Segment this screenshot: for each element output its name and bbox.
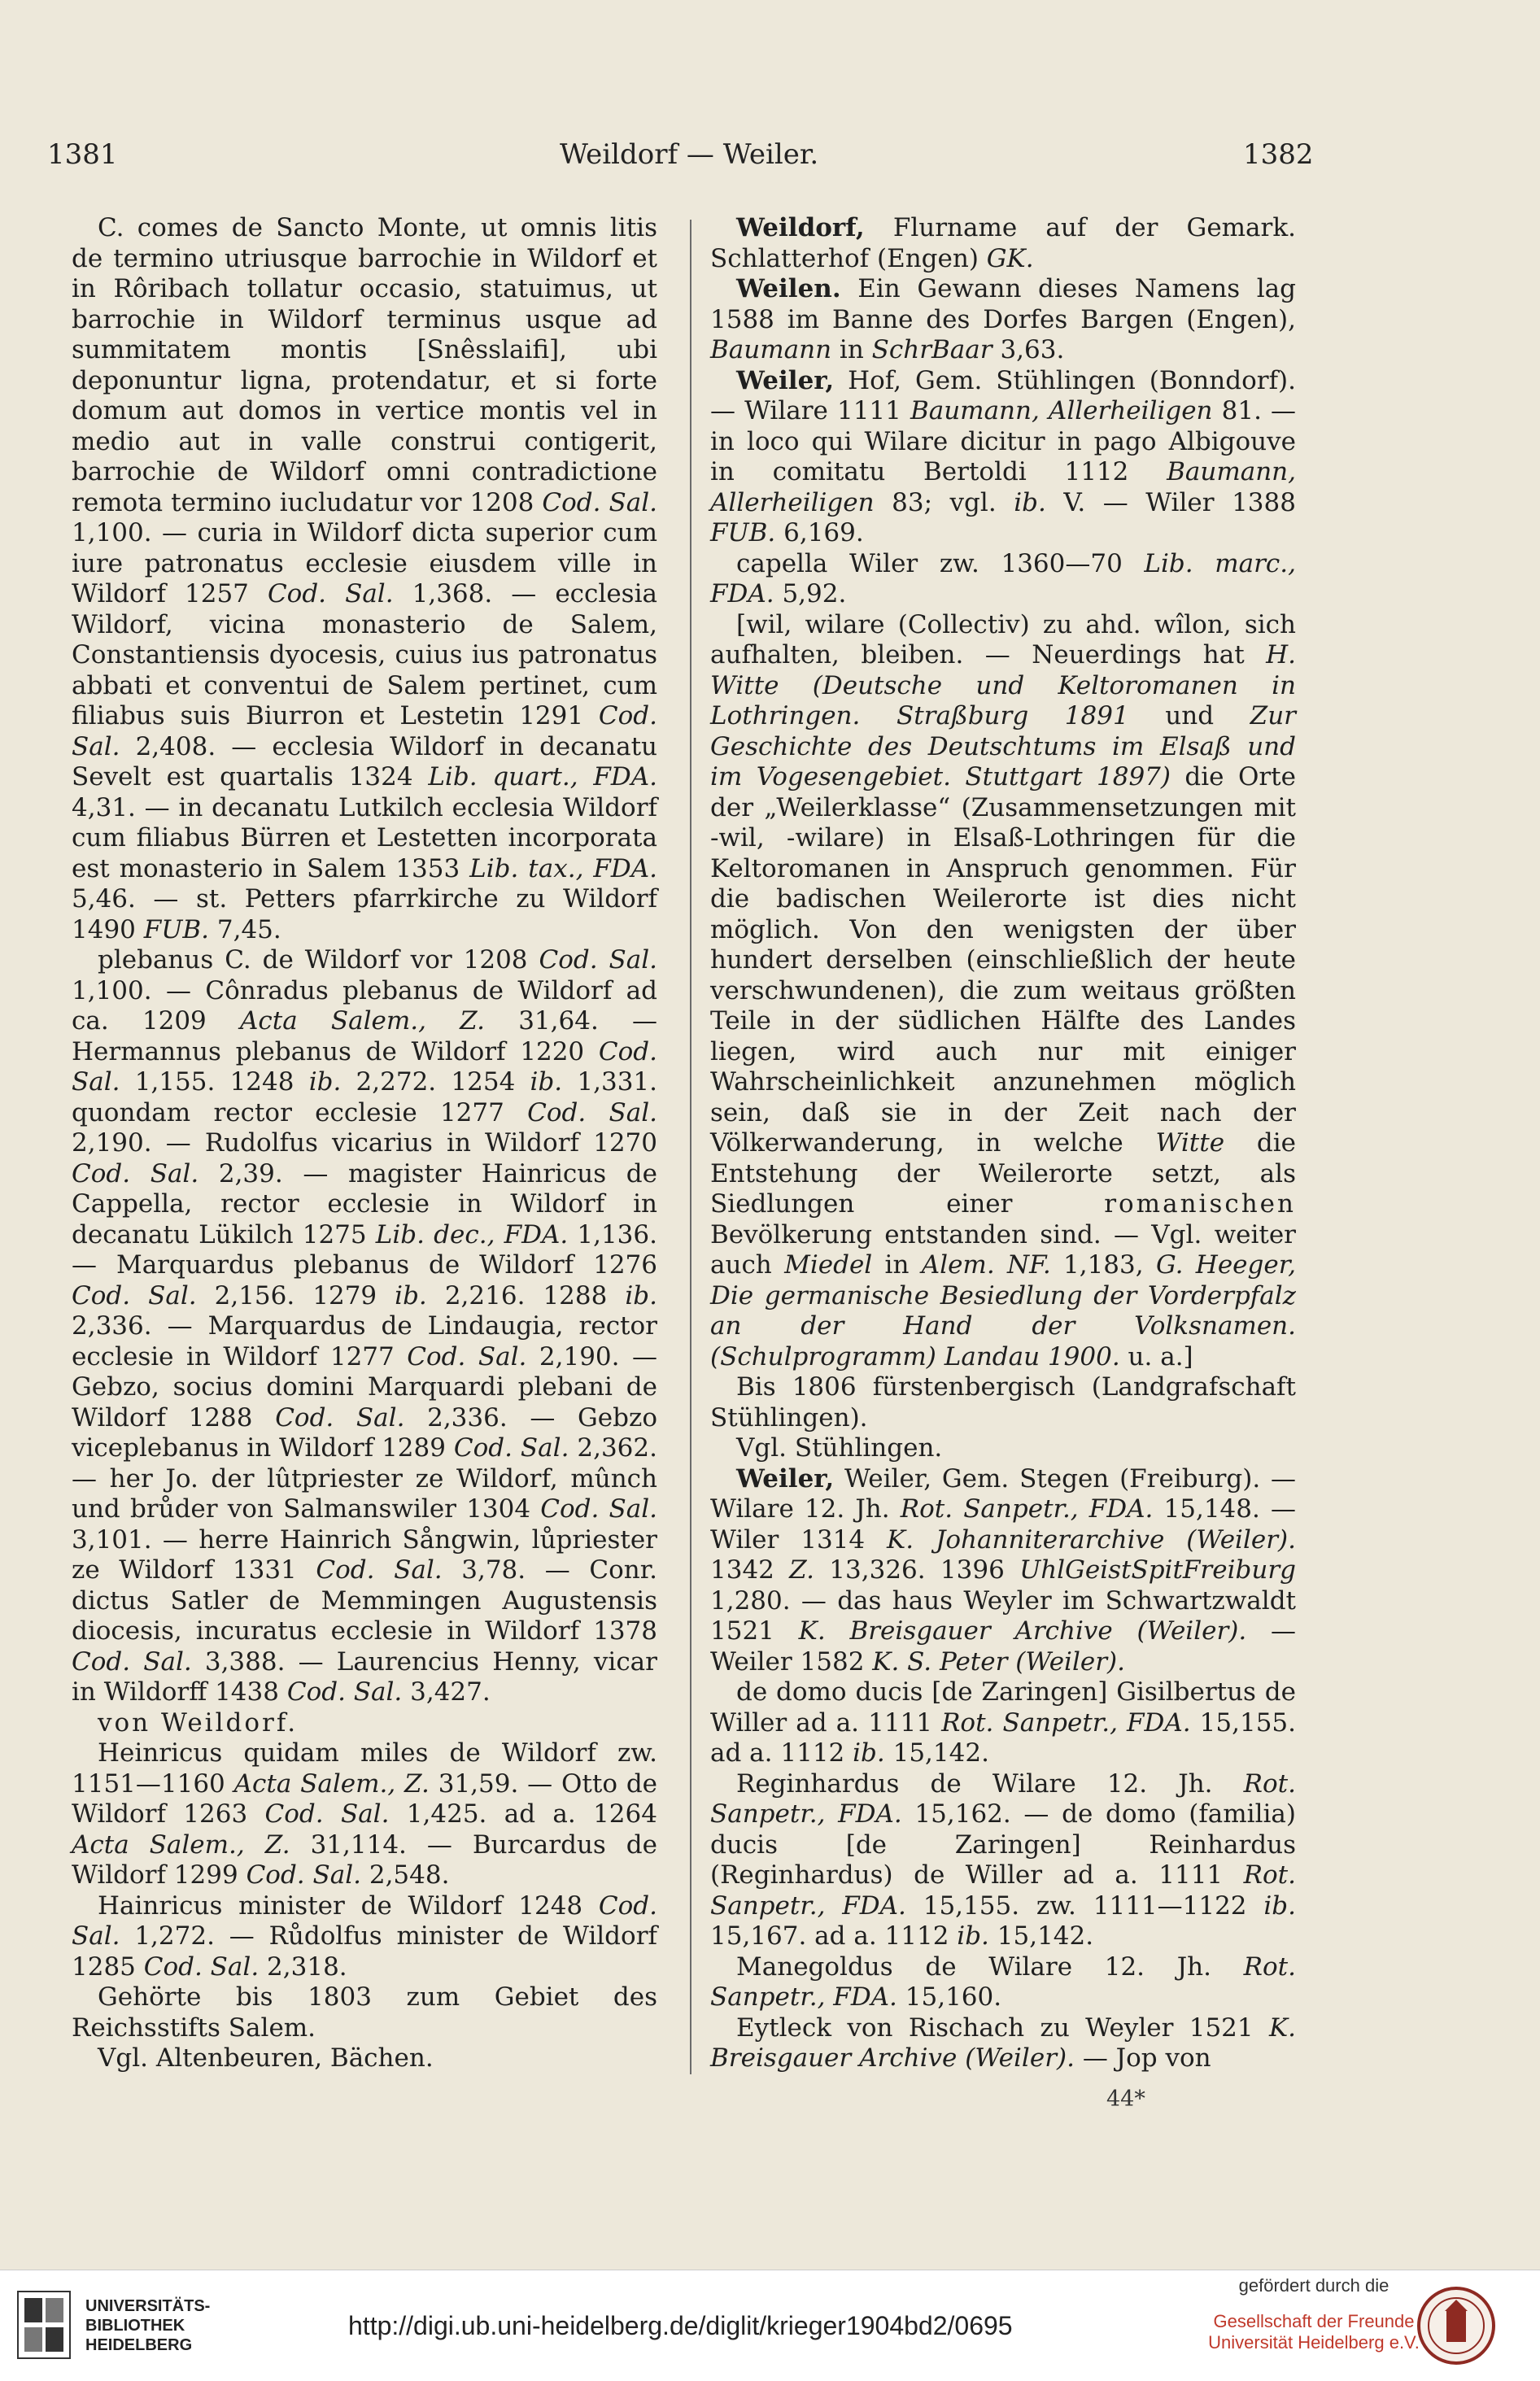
text-run: 2,336. — Gebzo viceplebanus in Wildorf 1289 [72, 1402, 657, 1463]
text-run: ib. [1014, 487, 1046, 517]
text-run: 3,101. — herre Hainrich Sångwin, lůpriester ze Wildorf 1331 [72, 1524, 657, 1585]
text-run: Acta Salem., Z. [72, 1829, 290, 1860]
text-run: 1,183, [1050, 1250, 1156, 1280]
text-run: Gehörte bis 1803 zum Gebiet des Reichsstifts Salem. [72, 1982, 657, 2043]
text-run: 3,63. [992, 335, 1065, 364]
text-run: Weiler, [736, 365, 835, 395]
text-run: plebanus C. de Wildorf vor 1208 [98, 945, 539, 975]
text-run: Miedel [784, 1250, 873, 1280]
paragraph [72, 1891, 657, 1983]
paragraph [710, 549, 1296, 610]
paragraph [72, 1738, 657, 1891]
text-run: 15,160. [897, 1982, 1002, 2012]
text-run: die Orte der „Weilerklasse“ (Zusammensetzungen mit -wil, -wilare) in Elsaß-Lothringen für die Keltoromanen in Anspruch genommen. Für die badischen Weilerorte ist dies nicht möglich. Von den wenigsten der über hundert derselben (einschließlich der heute verschwundenen), die zum weitaus größten Teile in der südlichen Hälfte des Landes liegen, wird auch nur mit einiger Wahrscheinlichkeit anzunehmen möglich sein, daß sie in der Zeit nach der Völkerwanderung, in welche [710, 762, 1296, 1158]
text-run: Baumann [710, 335, 832, 364]
text-run: Bevölkerung entstanden sind. — Vgl. weiter auch [710, 1219, 1296, 1280]
text-run: Cod. Sal. [540, 1494, 657, 1524]
text-run: Acta Salem., Z. [239, 1006, 485, 1036]
paragraph [72, 1708, 657, 1739]
text-run: 2,156. 1279 [196, 1280, 395, 1310]
text-run: Lib. tax., FDA. [469, 853, 657, 883]
sponsor-label: gefördert durch die [1238, 2275, 1389, 2296]
text-run: 2,336. — Marquardus de Lindaugia, rector ecclesie in Wildorf 1277 [72, 1311, 657, 1371]
text-run: 7,45. [209, 914, 281, 944]
text-run: 3,427. [402, 1677, 491, 1707]
text-run: Z. [789, 1555, 815, 1585]
permalink[interactable]: http://digi.ub.uni-heidelberg.de/diglit/krieger1904bd2/0695 [348, 2311, 1013, 2340]
sponsor-credit [1192, 2275, 1436, 2353]
text-run: Alem. NF. [921, 1250, 1051, 1280]
text-run: 81. — in loco qui Wilare dicitur in pago Albigouve in comitatu Bertoldi 1112 [710, 396, 1297, 486]
text-run: GK. [986, 243, 1034, 273]
sponsor-name: Gesellschaft der Freunde [1213, 2311, 1415, 2331]
running-title: Weildorf — Weiler. [560, 138, 819, 171]
text-run: 83; vgl. [874, 487, 1014, 517]
text-run: 15,167. ad a. 1112 [710, 1921, 958, 1951]
text-run: Cod. Sal. [316, 1555, 443, 1585]
text-run: Lib. dec., FDA. [375, 1219, 569, 1249]
paragraph [710, 213, 1296, 274]
text-run: Cod. Sal. [407, 1341, 527, 1371]
text-run: Cod. Sal. [72, 1280, 197, 1310]
text-run: Cod. Sal. [143, 1951, 260, 1982]
paragraph [710, 1372, 1296, 1433]
university-seal-icon [1416, 2285, 1497, 2366]
text-run: Vgl. Stühlingen. [736, 1433, 943, 1463]
text-run: 15,142. [988, 1921, 1094, 1951]
text-run: capella Wiler zw. 1360—70 [736, 548, 1145, 578]
text-run: 2,39. — magister Hainricus de Cappella, rector ecclesie in Wildorf in decanatu Lükilch 1275 [72, 1158, 657, 1249]
text-run: 3,78. — Conr. dictus Satler de Memmingen Augustensis diocesis, incuratus ecclesie in Wildorf 1378 [72, 1555, 657, 1646]
text-run: 31,114. — Burcardus de Wildorf 1299 [72, 1829, 657, 1890]
text-run: Vgl. Altenbeuren, Bächen. [98, 2043, 434, 2073]
library-line: HEIDELBERG [85, 2336, 193, 2354]
text-run: 2,216. 1288 [426, 1280, 626, 1310]
text-run: 1,100. — Cônradus plebanus de Wildorf ad ca. 1209 [72, 975, 657, 1036]
text-run: SchrBaar [871, 335, 992, 364]
text-run: Cod. Sal. [72, 1646, 192, 1677]
text-run: 31,64. — Hermannus plebanus de Wildorf 1220 [72, 1006, 657, 1066]
text-run: 15,142. [884, 1738, 989, 1768]
text-run: ib. [625, 1280, 657, 1310]
paragraph [710, 1769, 1296, 1952]
text-run: 15,155. zw. 1111—1122 [905, 1890, 1264, 1921]
text-run: Weilen. [736, 274, 841, 303]
column-number-right: 1382 [1243, 138, 1314, 171]
text-run: 1,331. quondam rector ecclesie 1277 [72, 1067, 657, 1127]
text-run: 31,59. — Otto de Wildorf 1263 [72, 1768, 658, 1829]
text-run: 1,155. 1248 [120, 1067, 309, 1097]
text-run: Weiler, [736, 1463, 835, 1494]
text-run: Heinricus quidam miles de Wildorf zw. 1151—1160 [72, 1738, 657, 1799]
text-run: 1342 [710, 1555, 790, 1585]
digitization-footer [0, 2270, 1540, 2381]
text-run: Baumann, Allerheiligen [710, 457, 1296, 517]
text-run: Baumann, Allerheiligen [910, 396, 1213, 425]
paragraph [72, 2043, 657, 2074]
text-run: V. — Wiler 1388 [1045, 487, 1296, 517]
paragraph [710, 1952, 1296, 2013]
text-run: 15,155. ad a. 1112 [710, 1707, 1296, 1768]
text-run: 1,100. — curia in Wildorf dicta superior cum iure patronatus ecclesie eiusdem ville in Wildorf 1257 [72, 518, 657, 608]
text-run: — Weiler 1582 [710, 1616, 1297, 1677]
text-run: von Weildorf. [98, 1707, 299, 1738]
text-run: Cod. Sal. [264, 1799, 390, 1829]
text-run: Acta Salem., Z. [233, 1768, 430, 1799]
library-name [85, 2296, 210, 2355]
paragraph [72, 213, 657, 945]
text-run: 1,368. — ecclesia Wildorf, vicina monasterio de Salem, Constantiensis dyocesis, cuius ius patronatus abbati et conventui de Salem pertinet, cum filiabus suis Biurron et Lestetin 1291 [72, 579, 657, 730]
text-run: Cod. Sal. [72, 701, 657, 761]
text-run: Zur Geschichte des Deutschtums im Elsaß und im Vogesengebiet. Stuttgart 1897) [710, 701, 1296, 791]
sheet-signature: 44* [1106, 2087, 1145, 2112]
paragraph [710, 274, 1296, 366]
paragraph [710, 1677, 1296, 1769]
text-run: C. comes de Sancto Monte, ut omnis litis de termino utriusque barrochie in Wildorf et in Rôribach tollatur occasio, statuimus, ut barrochie in Wildorf terminus usque ad summitatem montis [Snêsslaifi], ubi deponuntur ligna, protendatur, et si forte domum aut domos in vertice montis vel in medio aut in valle construi contigerit, barrochie de Wildorf omni contradictione remota termino iucludatur vor 1208 [72, 213, 657, 517]
text-run: Lib. marc., FDA. [710, 548, 1296, 608]
text-run: K. Johanniterarchive (Weiler). [887, 1524, 1296, 1555]
text-run: Cod. Sal. [72, 1890, 657, 1951]
text-run: und [1128, 701, 1250, 730]
text-run: ib. [1263, 1890, 1296, 1921]
text-run: Reginhardus de Wilare 12. Jh. [736, 1768, 1244, 1799]
paragraph [710, 1464, 1296, 1678]
text-run: 13,326. 1396 [814, 1555, 1020, 1585]
text-run: in [831, 335, 872, 364]
text-run: 2,318. [259, 1951, 347, 1982]
right-column [710, 213, 1296, 2074]
text-run: Bis 1806 fürstenbergisch (Landgrafschaft Stühlingen). [710, 1372, 1296, 1433]
text-run: 1,425. ad a. 1264 [389, 1799, 657, 1829]
text-run: 2,190. — Rudolfus vicarius in Wildorf 1270 [72, 1128, 657, 1158]
text-run: ib. [395, 1280, 427, 1310]
text-run: 1,280. — das haus Weyler im Schwartzwaldt 1521 [710, 1585, 1296, 1646]
text-run: Hainricus minister de Wildorf 1248 [98, 1890, 599, 1921]
text-run: FUB. [143, 914, 210, 944]
text-run: de domo ducis [de Zaringen] Gisilbertus de Willer ad a. 1111 [710, 1677, 1296, 1738]
text-run: Hof, Gem. Stühlingen (Bonndorf). — Wilare 1111 [710, 365, 1296, 425]
text-run: Eytleck von Rischach zu Weyler 1521 [736, 2013, 1269, 2043]
text-run: FUB. [710, 518, 776, 547]
text-run: 1,272. — Růdolfus minister de Wildorf 1285 [72, 1921, 657, 1982]
text-run: Cod. Sal. [267, 579, 394, 608]
text-run: 15,162. — de domo (familia) ducis [de Zaringen] Reinhardus (Reginhardus) de Willer ad a. 1111 [710, 1799, 1296, 1890]
text-run: Manegoldus de Wilare 12. Jh. [736, 1951, 1244, 1982]
text-run: 15,148. — Wiler 1314 [710, 1494, 1296, 1555]
text-run: ib. [530, 1067, 563, 1097]
university-library-logo-icon [15, 2288, 73, 2361]
text-run: u. a.] [1119, 1341, 1193, 1371]
paragraph [710, 366, 1296, 549]
text-run: K. Breisgauer Archive (Weiler). [710, 2013, 1296, 2073]
text-run: ib. [853, 1738, 885, 1768]
text-run: 6,169. [775, 518, 864, 547]
text-run: Rot. Sanpetr., FDA. [710, 1860, 1296, 1921]
text-run: 5,46. — st. Petters pfarrkirche zu Wildorf 1490 [72, 884, 657, 944]
text-run: Rot. Sanpetr., FDA. [710, 1768, 1296, 1829]
text-run: 3,388. — Laurencius Henny, vicar in Wildorff 1438 [72, 1646, 657, 1707]
text-run: 2,272. 1254 [341, 1067, 530, 1097]
text-run: in [872, 1250, 922, 1280]
text-run: Rot. Sanpetr., FDA. [900, 1494, 1154, 1524]
paragraph [72, 945, 657, 1708]
text-run: [wil, wilare (Collectiv) zu ahd. wîlon, sich aufhalten, bleiben. — Neuerdings hat [710, 609, 1296, 669]
text-run: Cod. Sal. [275, 1402, 405, 1433]
paragraph [710, 610, 1296, 1373]
text-run: Weildorf, [736, 213, 865, 242]
text-run: ib. [308, 1067, 342, 1097]
text-run: K. Breisgauer Archive (Weiler). [798, 1616, 1247, 1646]
text-run: Weiler, Gem. Stegen (Freiburg). — Wilare 12. Jh. [710, 1463, 1296, 1524]
text-run: ib. [957, 1921, 989, 1951]
text-run: Witte [1155, 1128, 1225, 1158]
text-run: die Entstehung der Weilerorte setzt, als Siedlungen einer [710, 1128, 1296, 1219]
text-run: 4,31. — in decanatu Lutkilch ecclesia Wildorf cum filiabus Bürren et Lestetten incorporata est monasterio in Salem 1353 [72, 792, 657, 883]
text-run: 2,362. — her Jo. der lûtpriester ze Wildorf, mûnch und brůder von Salmanswiler 1304 [72, 1433, 657, 1524]
text-run: 2,408. — ecclesia Wildorf in decanatu Sevelt est quartalis 1324 [72, 731, 657, 791]
text-run: Cod. Sal. [246, 1860, 361, 1890]
text-run: Cod. Sal. [286, 1677, 403, 1707]
column-number-left: 1381 [47, 138, 118, 171]
text-run: UhlGeistSpitFreiburg [1019, 1555, 1296, 1585]
text-run: Rot. Sanpetr., FDA. [941, 1707, 1191, 1738]
text-run: — Jop von [1074, 2043, 1211, 2073]
text-run: Cod. Sal. [539, 945, 657, 975]
text-run: Cod. Sal. [72, 1036, 657, 1097]
column-divider [690, 220, 691, 2074]
text-run: Flurname auf der Gemark. Schlatterhof (Engen) [710, 213, 1296, 273]
text-run: H. Witte (Deutsche und Keltoromanen in Lothringen. Straßburg 1891 [710, 640, 1296, 730]
paragraph [72, 1982, 657, 2043]
text-run: 1,136. — Marquardus plebanus de Wildorf 1276 [72, 1219, 657, 1280]
text-run: Rot. Sanpetr., FDA. [710, 1951, 1296, 2012]
left-column [72, 213, 657, 2074]
text-run: Cod. Sal. [542, 487, 657, 517]
paragraph [710, 2013, 1296, 2074]
paragraph [710, 1433, 1296, 1464]
library-line: BIBLIOTHEK [85, 2317, 185, 2335]
sponsor-name: Universität Heidelberg e.V. [1208, 2332, 1420, 2353]
text-run: Ein Gewann dieses Namens lag 1588 im Banne des Dorfes Bargen (Engen), [710, 274, 1296, 334]
text-run: 5,92. [774, 579, 847, 608]
text-run: 2,190. — Gebzo, socius domini Marquardi plebani de Wildorf 1288 [72, 1341, 658, 1433]
text-run: G. Heeger, Die germanische Besiedlung der Vorderpfalz an der Hand der Volksnamen. (Schulprogramm) Landau 1900. [710, 1250, 1296, 1371]
text-run: K. S. Peter (Weiler). [872, 1646, 1125, 1677]
text-run: Cod. Sal. [453, 1433, 569, 1463]
text-run: 2,548. [361, 1860, 450, 1890]
text-run: romanischen [1104, 1189, 1296, 1219]
text-run: Cod. Sal. [527, 1097, 657, 1127]
text-run: Lib. quart., FDA. [428, 762, 657, 791]
library-line: UNIVERSITÄTS- [85, 2297, 211, 2315]
text-run: Cod. Sal. [72, 1158, 199, 1188]
